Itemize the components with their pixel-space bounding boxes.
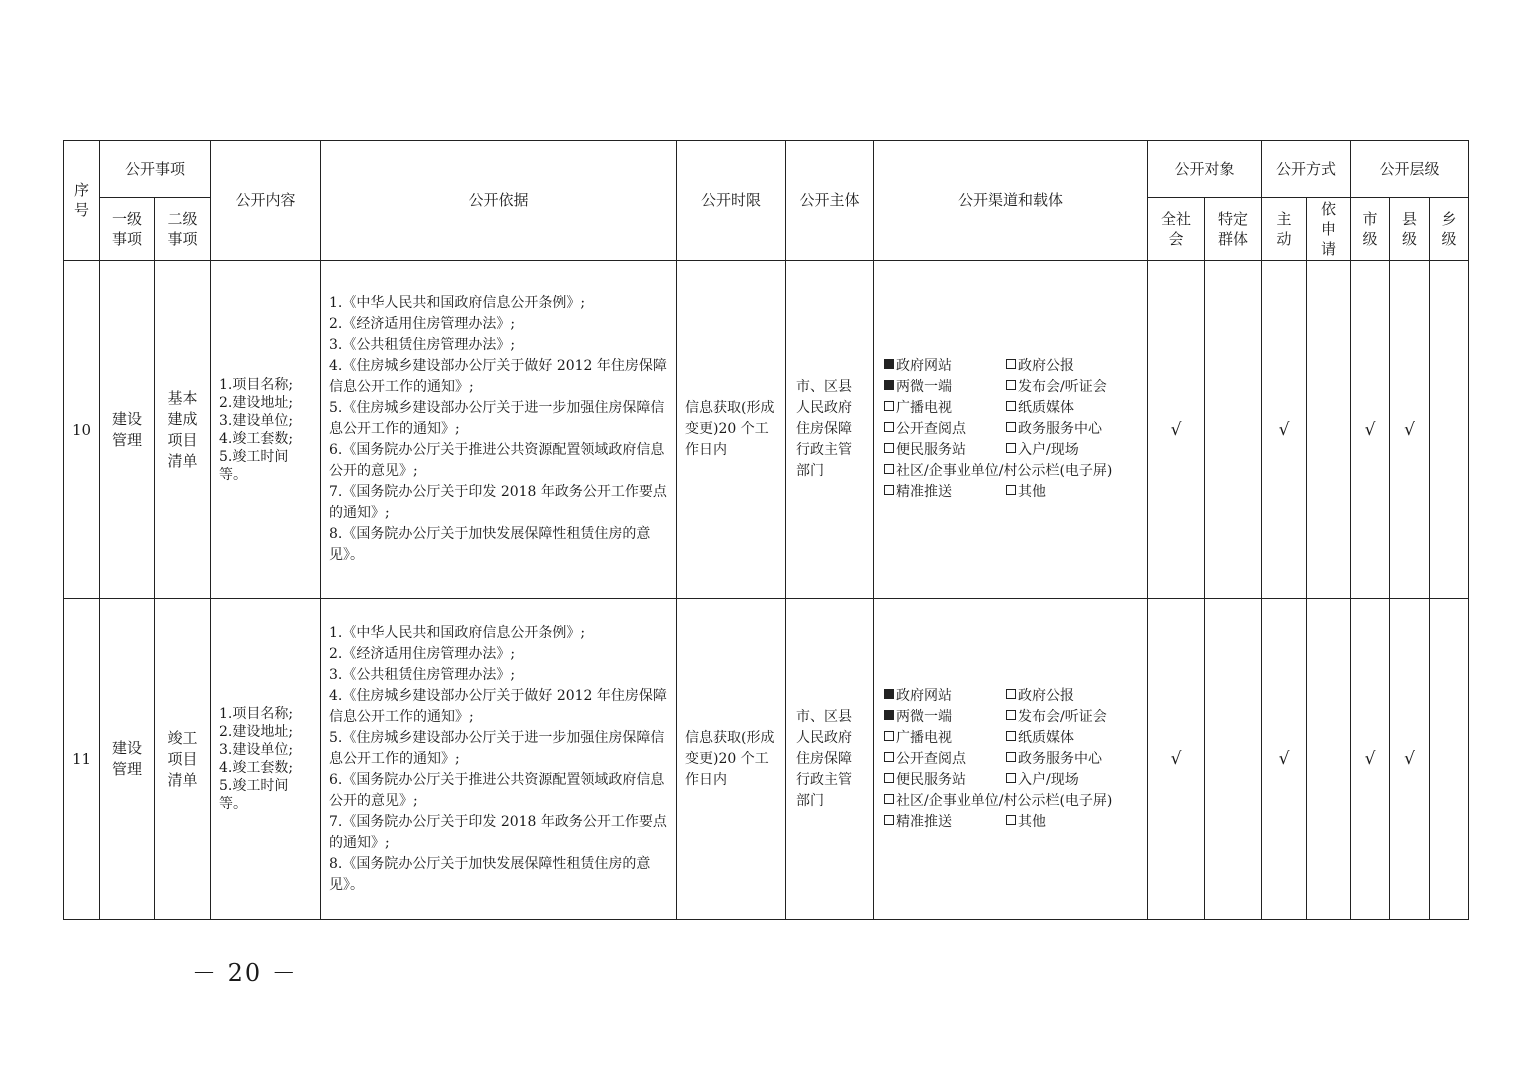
row-method-request — [1307, 261, 1351, 599]
basis-line: 2.《经济适用住房管理办法》; — [329, 645, 516, 662]
row-level-city: √ — [1351, 599, 1390, 920]
row-method-active: √ — [1262, 599, 1307, 920]
content-line: 2.建设地址; — [219, 394, 294, 411]
row-level-town — [1430, 599, 1469, 920]
row-level2: 竣工项目清单 — [155, 599, 211, 920]
empty-box-icon — [884, 731, 894, 741]
empty-box-icon — [1006, 443, 1016, 453]
row-content — [211, 261, 321, 599]
empty-box-icon — [884, 752, 894, 762]
empty-box-icon — [884, 485, 894, 495]
header-target-group: 公开对象 — [1148, 141, 1262, 198]
row-channels — [874, 599, 1148, 920]
basis-line: 4.《住房城乡建设部办公厅关于做好 2012 年住房保障信息公开工作的通知》; — [329, 687, 667, 725]
empty-box-icon — [884, 815, 894, 825]
header-level-group: 公开层级 — [1351, 141, 1469, 198]
row-level-county: √ — [1390, 599, 1430, 920]
checked-box-icon — [884, 359, 894, 369]
basis-line: 5.《住房城乡建设部办公厅关于进一步加强住房保障信息公开工作的通知》; — [329, 729, 665, 767]
channel-item: 发布会/听证会 — [1006, 377, 1156, 398]
header-target-specific: 特定群体 — [1205, 198, 1262, 261]
channel-item: 其他 — [1006, 482, 1156, 503]
checked-box-icon — [884, 689, 894, 699]
row-subject: 市、区县人民政府住房保障行政主管部门 — [786, 599, 874, 920]
channel-item: 便民服务站 — [884, 440, 1006, 461]
empty-box-icon — [884, 794, 894, 804]
header-time-limit: 公开时限 — [677, 141, 786, 261]
empty-box-icon — [1006, 359, 1016, 369]
page-number: － 20 － — [192, 959, 298, 987]
channel-item: 广播电视 — [884, 728, 1006, 749]
row-level-county: √ — [1390, 261, 1430, 599]
header-level-county: 县级 — [1390, 198, 1430, 261]
row-target-all: √ — [1148, 261, 1205, 599]
channel-item: 入户/现场 — [1006, 440, 1156, 461]
row-level-city: √ — [1351, 261, 1390, 599]
content-line: 5.竣工时间等。 — [219, 448, 289, 483]
channel-item: 入户/现场 — [1006, 770, 1156, 791]
row-seq: 10 — [64, 261, 100, 599]
content-line: 3.建设单位; — [219, 742, 294, 758]
basis-line: 8.《国务院办公厅关于加快发展保障性租赁住房的意见》。 — [329, 855, 651, 893]
content-line: 5.竣工时间等。 — [219, 778, 289, 812]
basis-line: 7.《国务院办公厅关于印发 2018 年政务公开工作要点的通知》; — [329, 813, 667, 851]
table-row — [64, 261, 1469, 599]
checked-box-icon — [884, 710, 894, 720]
empty-box-icon — [1006, 422, 1016, 432]
row-time-limit: 信息获取(形成变更)20 个工作日内 — [677, 261, 786, 599]
empty-box-icon — [1006, 485, 1016, 495]
content-line: 1.项目名称; — [219, 706, 294, 722]
empty-box-icon — [1006, 401, 1016, 411]
row-basis — [321, 599, 677, 920]
header-level1: 一级事项 — [100, 198, 155, 261]
content-line: 2.建设地址; — [219, 724, 294, 740]
channel-item: 政府网站 — [884, 686, 1006, 707]
channel-item: 两微一端 — [884, 707, 1006, 728]
row-target-all: √ — [1148, 599, 1205, 920]
channel-item: 政府公报 — [1006, 686, 1156, 707]
empty-box-icon — [1006, 815, 1016, 825]
basis-line: 6.《国务院办公厅关于推进公共资源配置领域政府信息公开的意见》; — [329, 442, 665, 479]
channel-item: 政务服务中心 — [1006, 419, 1156, 440]
channel-item: 两微一端 — [884, 377, 1006, 398]
basis-line: 8.《国务院办公厅关于加快发展保障性租赁住房的意见》。 — [329, 526, 651, 563]
content-line: 4.竣工套数; — [219, 430, 294, 447]
basis-line: 3.《公共租赁住房管理办法》; — [329, 337, 516, 353]
header-method-group: 公开方式 — [1262, 141, 1351, 198]
row-method-active: √ — [1262, 261, 1307, 599]
channel-item: 社区/企事业单位/村公示栏(电子屏) — [884, 791, 1156, 812]
channel-item: 精准推送 — [884, 482, 1006, 503]
header-subject: 公开主体 — [786, 141, 874, 261]
empty-box-icon — [1006, 752, 1016, 762]
channel-item: 精准推送 — [884, 812, 1006, 833]
header-method-active: 主动 — [1262, 198, 1307, 261]
basis-line: 1.《中华人民共和国政府信息公开条例》; — [329, 624, 586, 641]
empty-box-icon — [1006, 380, 1016, 390]
row-basis — [321, 261, 677, 599]
checked-box-icon — [884, 380, 894, 390]
basis-line: 2.《经济适用住房管理办法》; — [329, 316, 516, 332]
channel-item: 其他 — [1006, 812, 1156, 833]
header-channels: 公开渠道和载体 — [874, 141, 1148, 261]
channel-item: 政府网站 — [884, 356, 1006, 377]
header-target-all: 全社会 — [1148, 198, 1205, 261]
channel-item: 纸质媒体 — [1006, 398, 1156, 419]
basis-line: 5.《住房城乡建设部办公厅关于进一步加强住房保障信息公开工作的通知》; — [329, 400, 665, 437]
channel-item: 公开查阅点 — [884, 749, 1006, 770]
channel-item: 广播电视 — [884, 398, 1006, 419]
basis-line: 7.《国务院办公厅关于印发 2018 年政务公开工作要点的通知》; — [329, 484, 667, 521]
empty-box-icon — [884, 422, 894, 432]
header-method-request: 依申请 — [1307, 198, 1351, 261]
empty-box-icon — [1006, 773, 1016, 783]
header-items-group: 公开事项 — [100, 141, 211, 198]
row-level1: 建设管理 — [100, 261, 155, 599]
header-level2: 二级事项 — [155, 198, 211, 261]
basis-line: 4.《住房城乡建设部办公厅关于做好 2012 年住房保障信息公开工作的通知》; — [329, 358, 667, 395]
row-seq: 11 — [64, 599, 100, 920]
row-level2: 基本建成项目清单 — [155, 261, 211, 599]
basis-line: 1.《中华人民共和国政府信息公开条例》; — [329, 295, 586, 311]
table-row — [64, 599, 1469, 920]
empty-box-icon — [884, 464, 894, 474]
channel-item: 社区/企事业单位/村公示栏(电子屏) — [884, 461, 1156, 482]
channel-item: 便民服务站 — [884, 770, 1006, 791]
channel-item: 发布会/听证会 — [1006, 707, 1156, 728]
empty-box-icon — [884, 443, 894, 453]
row-target-specific — [1205, 261, 1262, 599]
row-content — [211, 599, 321, 920]
row-method-request — [1307, 599, 1351, 920]
row-level1: 建设管理 — [100, 599, 155, 920]
channel-item: 政府公报 — [1006, 356, 1156, 377]
empty-box-icon — [1006, 710, 1016, 720]
row-subject: 市、区县人民政府住房保障行政主管部门 — [786, 261, 874, 599]
empty-box-icon — [1006, 689, 1016, 699]
channel-item: 纸质媒体 — [1006, 728, 1156, 749]
empty-box-icon — [1006, 731, 1016, 741]
disclosure-table — [63, 140, 1469, 920]
empty-box-icon — [884, 401, 894, 411]
header-content: 公开内容 — [211, 141, 321, 261]
channel-item: 政务服务中心 — [1006, 749, 1156, 770]
header-level-town: 乡级 — [1430, 198, 1469, 261]
basis-line: 6.《国务院办公厅关于推进公共资源配置领域政府信息公开的意见》; — [329, 771, 665, 809]
row-level-town — [1430, 261, 1469, 599]
empty-box-icon — [884, 773, 894, 783]
content-line: 4.竣工套数; — [219, 760, 294, 776]
header-seq: 序号 — [64, 141, 100, 261]
channel-item: 公开查阅点 — [884, 419, 1006, 440]
basis-line: 3.《公共租赁住房管理办法》; — [329, 666, 516, 683]
content-line: 3.建设单位; — [219, 412, 294, 429]
row-target-specific — [1205, 599, 1262, 920]
content-line: 1.项目名称; — [219, 376, 294, 393]
header-basis: 公开依据 — [321, 141, 677, 261]
row-time-limit: 信息获取(形成变更)20 个工作日内 — [677, 599, 786, 920]
row-channels — [874, 261, 1148, 599]
header-level-city: 市级 — [1351, 198, 1390, 261]
header-row-1 — [64, 141, 1469, 198]
